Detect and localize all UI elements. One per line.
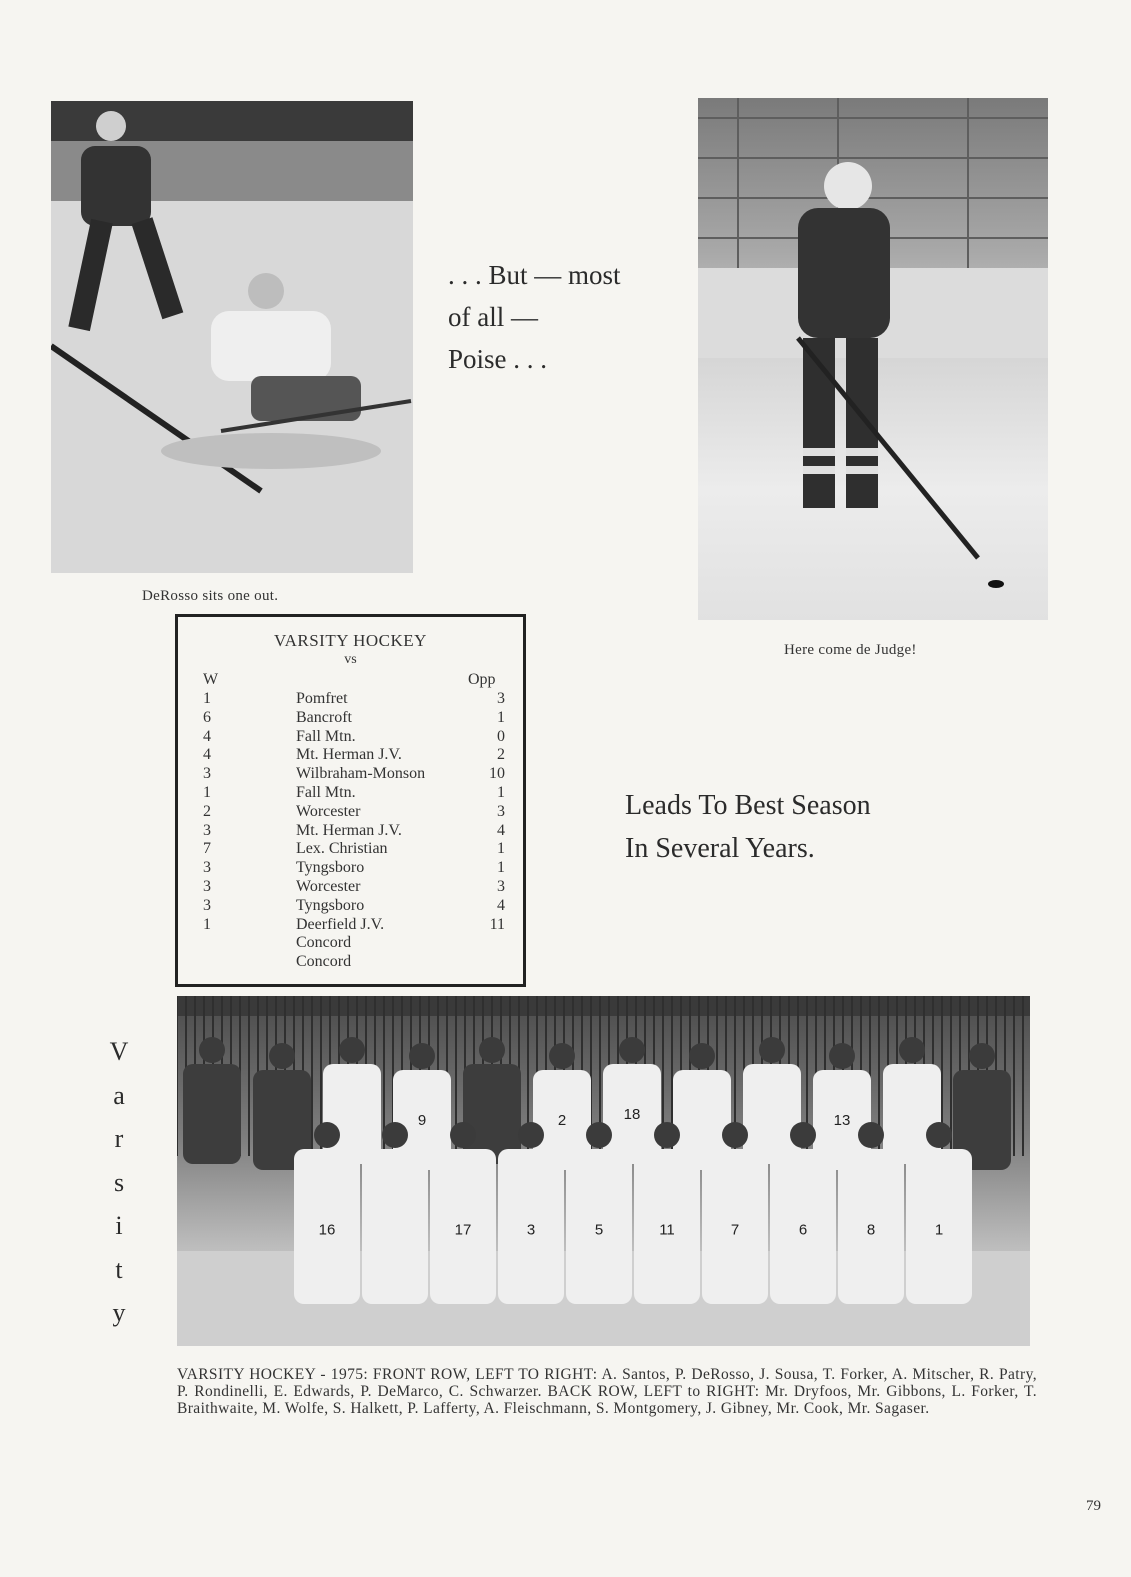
jersey-number: 7 [730,1221,740,1239]
jersey-number: 9 [417,1112,427,1129]
front-row-player [498,1122,564,1304]
back-row-player [183,1037,241,1164]
front-row-player [362,1122,428,1304]
schedule-row [203,822,513,841]
jersey-number: 11 [659,1221,675,1239]
schedule-w-score: 3 [203,877,211,895]
front-row-player [838,1122,904,1304]
jersey-number: 8 [866,1221,876,1239]
schedule-opp-score: 1 [497,859,505,877]
jersey-number: 17 [454,1221,472,1239]
vertical-letter: V [109,1037,129,1066]
photo-derosso-caption: DeRosso sits one out. [142,588,279,604]
schedule-w-score: 6 [203,708,211,726]
jersey-number: 5 [594,1221,604,1239]
schedule-opponent: Concord [296,934,352,952]
schedule-opponent: Fall Mtn. [296,727,356,745]
schedule-row [203,953,513,972]
schedule-opponent: Lex. Christian [296,840,388,858]
schedule-row [203,859,513,878]
jersey-number: 18 [623,1106,641,1123]
schedule-w-score: 3 [203,896,211,914]
schedule-opp-score: 10 [489,765,505,783]
schedule-row [203,840,513,859]
vertical-letter: y [112,1298,126,1327]
schedule-row [203,746,513,765]
schedule-row [203,765,513,784]
schedule-header-opp: Opp [468,671,496,688]
vertical-varsity [106,1030,132,1335]
vertical-letter: a [113,1080,125,1110]
photo-team-image [177,996,1030,1346]
schedule-w-score: 7 [203,840,211,858]
schedule-w-score: 3 [203,765,211,783]
photo-judge-image [698,98,1048,620]
schedule-opponent: Pomfret [296,690,348,707]
schedule-w-score: 3 [203,821,211,839]
schedule-opponent: Deerfield J.V. [296,915,385,933]
schedule-box [175,614,526,987]
schedule-opp-score: 11 [489,915,505,933]
jersey-number: 6 [798,1221,808,1239]
schedule-w-score: 1 [203,690,211,707]
vertical-letter: i [115,1211,123,1240]
schedule-opponent: Tyngsboro [296,859,365,877]
headline [625,784,871,870]
front-row-player [770,1122,836,1304]
back-row-player [463,1037,521,1164]
schedule-w-score: 1 [203,915,211,933]
schedule-w-score: 4 [203,727,211,745]
schedule-w-score: 4 [203,746,211,764]
schedule-row [203,784,513,803]
quote-line-3: Poise . . . [448,344,548,374]
team-caption: VARSITY HOCKEY - 1975: FRONT ROW, LEFT TO RIGHT: A. Santos, P. DeRosso, J. Sousa, T. Forker, A. Mitscher, R. Patry, P. Rondinelli, E. Edwards, P. DeMarco, C. Schwarzer. BACK ROW, LEFT to RIGHT: Mr. Dryfoos, Mr. Gibbons, L. Forker, T. Braithwaite, M. Wolfe, S. Halkett, P. Lafferty, A. Fleischmann, S. Montgomery, J. Gibney, Mr. Cook, Mr. Sagaser. [177,1366,1037,1417]
schedule-opp-score: 1 [497,708,505,726]
schedule-row [203,690,513,709]
schedule-opponent: Mt. Herman J.V. [296,746,402,764]
headline-line-1: Leads To Best Season [625,790,871,821]
schedule-opp-score: 1 [497,840,505,858]
quote-text [448,254,621,380]
jersey-number: 2 [557,1112,567,1129]
schedule-opponent: Worcester [296,877,361,895]
schedule-row [203,803,513,822]
schedule-opp-score: 4 [497,896,505,914]
schedule-opponent: Mt. Herman J.V. [296,821,402,839]
schedule-row [203,709,513,728]
schedule-opponent: Wilbraham-Monson [296,765,426,783]
front-row-player [566,1122,632,1304]
front-row-player [702,1122,768,1304]
front-row-player [906,1122,972,1304]
schedule-opponent: Concord [296,953,352,971]
photo-judge-caption: Here come de Judge! [784,642,917,658]
front-row-player [634,1122,700,1304]
back-row-player [743,1037,801,1164]
schedule-rows [203,690,513,972]
jersey-number: 3 [526,1221,536,1239]
vertical-letter: t [115,1254,123,1284]
jersey-number: 13 [833,1112,851,1129]
schedule-opp-score: 3 [497,877,505,895]
jersey-number: 1 [934,1221,944,1239]
quote-line-2: of all — [448,302,538,332]
schedule-w-score: 2 [203,802,211,820]
schedule-row [203,934,513,953]
page-number: 79 [1086,1498,1101,1514]
schedule-w-score: 1 [203,783,211,801]
schedule-opp-score: 3 [497,802,505,820]
schedule-header-w: W [203,671,219,688]
schedule-opponent: Worcester [296,802,361,820]
schedule-row [203,916,513,935]
jersey-number: 16 [318,1221,336,1239]
front-row-player [294,1122,360,1304]
schedule-opponent: Tyngsboro [296,896,365,914]
schedule-opp-score: 4 [497,821,505,839]
schedule-title: VARSITY HOCKEY [274,631,427,650]
schedule-opp-score: 3 [497,690,505,707]
photo-judge [698,98,1048,620]
vertical-letter: s [113,1167,125,1197]
schedule-opp-score: 2 [497,746,505,764]
schedule-row [203,878,513,897]
schedule-opp-score: 0 [497,727,505,745]
headline-line-2: In Several Years. [625,833,815,864]
schedule-opponent: Fall Mtn. [296,783,356,801]
schedule-row [203,728,513,747]
schedule-opp-score: 1 [497,783,505,801]
schedule-w-score: 3 [203,859,211,877]
vertical-letter: r [114,1124,124,1153]
back-row-player [603,1037,661,1164]
schedule-vs: vs [344,652,357,667]
photo-team [177,996,1030,1346]
photo-derosso-image [51,101,413,573]
front-row-player [430,1122,496,1304]
schedule-row [203,897,513,916]
schedule-opponent: Bancroft [296,708,352,726]
quote-line-1: . . . But — most [448,260,621,290]
photo-derosso [51,101,413,573]
